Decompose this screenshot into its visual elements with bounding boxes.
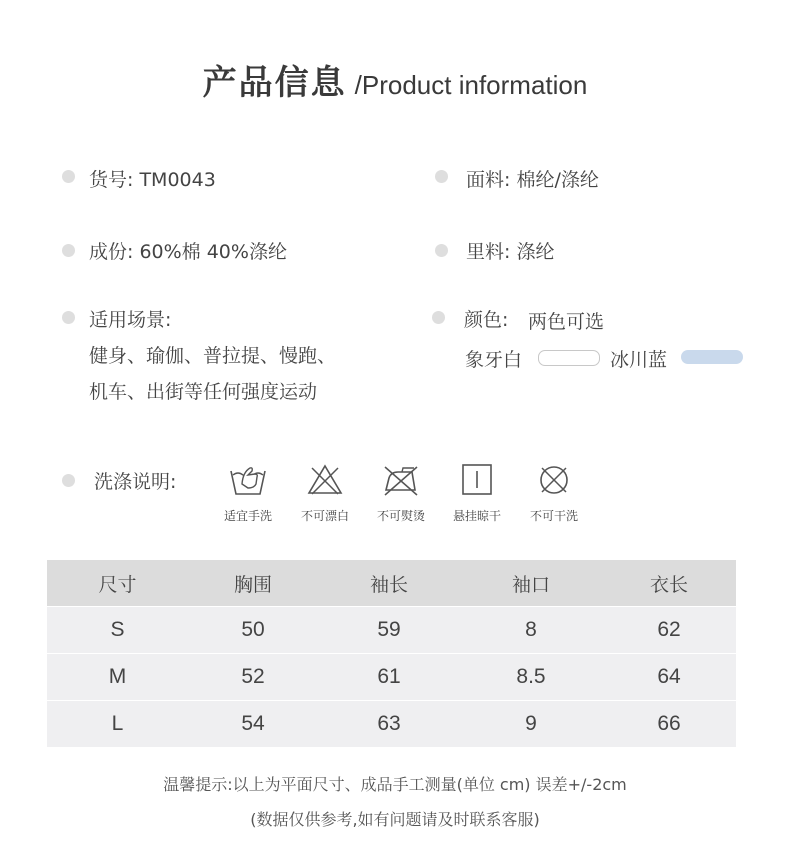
page-title: [0, 55, 790, 104]
table-cell: 8: [460, 607, 602, 654]
care-item-no-iron: [366, 462, 436, 524]
table-cell: 61: [318, 654, 460, 701]
color-label: 颜色:: [464, 309, 509, 331]
care-item-hang-dry: [442, 462, 512, 524]
occasion-label: 适用场景:: [89, 309, 172, 331]
title-chinese: 产品信息: [202, 63, 347, 103]
bullet-dot: [62, 474, 75, 487]
no-bleach-icon: [305, 462, 345, 498]
column-header: 袖长: [318, 560, 460, 607]
column-header: 袖口: [460, 560, 602, 607]
table-row: [47, 701, 736, 748]
table-cell: 63: [318, 701, 460, 748]
table-cell: 66: [602, 701, 736, 748]
care-label-no-dry-clean: 不可干洗: [529, 509, 578, 523]
column-header: 尺寸: [47, 560, 188, 607]
color-swatch-ivory: [538, 350, 600, 366]
table-cell: L: [47, 701, 188, 748]
occasion-line-2: 机车、出街等任何强度运动: [89, 381, 318, 403]
care-label: 洗涤说明:: [94, 471, 177, 493]
size-table: [47, 560, 736, 747]
table-cell: 59: [318, 607, 460, 654]
care-item-no-dry-clean: [519, 462, 589, 524]
bullet-dot: [432, 311, 445, 324]
table-cell: 54: [188, 701, 318, 748]
color-swatch-glacier-blue: [681, 350, 743, 364]
hand-wash-icon: [228, 462, 268, 498]
occasion-line-1: 健身、瑜伽、普拉提、慢跑、: [89, 345, 337, 367]
title-english: /Product information: [354, 70, 588, 100]
no-dry-clean-icon: [534, 462, 574, 498]
care-label-no-bleach: 不可漂白: [300, 509, 349, 523]
hang-dry-icon: [457, 462, 497, 498]
lining-info: 里料: 涤纶: [466, 241, 555, 263]
bullet-dot: [62, 311, 75, 324]
table-cell: 52: [188, 654, 318, 701]
item-number: 货号: TM0043: [89, 169, 216, 191]
care-label-no-iron: 不可熨烫: [376, 509, 425, 523]
color-name-glacier-blue: 冰川蓝: [610, 349, 668, 371]
bullet-dot: [62, 244, 75, 257]
table-row: [47, 607, 736, 654]
disclaimer-note: (数据仅供参考,如有问题请及时联系客服): [250, 810, 540, 829]
table-cell: 64: [602, 654, 736, 701]
table-header-row: [47, 560, 736, 607]
care-label-hand-wash: 适宜手洗: [223, 509, 272, 523]
care-label-hang-dry: 悬挂晾干: [452, 509, 501, 523]
fabric-info: 面料: 棉纶/涤纶: [466, 169, 599, 191]
bullet-dot: [435, 244, 448, 257]
no-iron-icon: [381, 462, 421, 498]
bullet-dot: [435, 170, 448, 183]
table-cell: 50: [188, 607, 318, 654]
table-row: [47, 654, 736, 701]
color-value: 两色可选: [528, 311, 605, 333]
column-header: 胸围: [188, 560, 318, 607]
color-name-ivory: 象牙白: [465, 349, 523, 371]
table-cell: 62: [602, 607, 736, 654]
column-header: 衣长: [602, 560, 736, 607]
bullet-dot: [62, 170, 75, 183]
table-cell: M: [47, 654, 188, 701]
measurement-note: 温馨提示:以上为平面尺寸、成品手工测量(单位 cm) 误差+/-2cm: [163, 775, 627, 794]
table-cell: 8.5: [460, 654, 602, 701]
care-item-hand-wash: [213, 462, 283, 524]
table-cell: S: [47, 607, 188, 654]
care-item-no-bleach: [290, 462, 360, 524]
table-cell: 9: [460, 701, 602, 748]
composition-info: 成份: 60%棉 40%涤纶: [89, 241, 287, 263]
